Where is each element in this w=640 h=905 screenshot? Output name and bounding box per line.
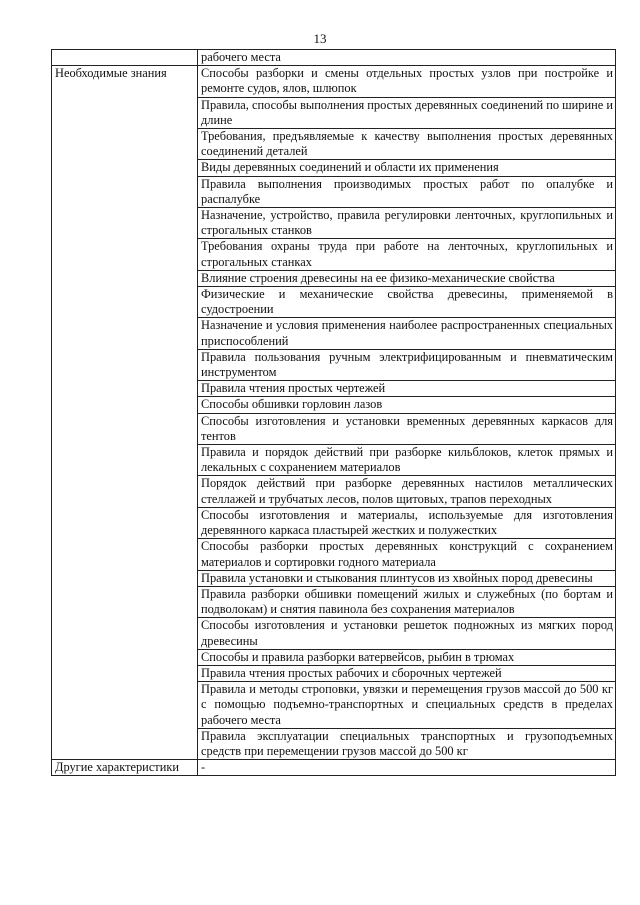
knowledge-item: Правила установки и стыкования плинтусов из хвойных пород древесины bbox=[198, 570, 616, 586]
section-label: Необходимые знания bbox=[55, 66, 167, 81]
knowledge-item: Способы и правила разборки ватервейсов, рыбин в трюмах bbox=[198, 649, 616, 665]
knowledge-item: Правила выполнения производимых простых работ по опалубке и распалубке bbox=[198, 176, 616, 207]
knowledge-item: Физические и механические свойства древесины, применяемой в судостроении bbox=[198, 287, 616, 318]
knowledge-item: Способы разборки и смены отдельных простых узлов при постройке и ремонте судов, ялов, шлюпок bbox=[198, 66, 616, 97]
knowledge-item: Правила и порядок действий при разборке кильблоков, клеток прямых и лекальных с сохранением материалов bbox=[198, 445, 616, 476]
knowledge-item: Порядок действий при разборке деревянных настилов металлических стеллажей и трубчатых лесов, полов щитовых, трапов переходных bbox=[198, 476, 616, 507]
table-row-other bbox=[52, 760, 616, 776]
knowledge-item: Правила и методы строповки, увязки и перемещения грузов массой до 500 кг с помощью подъемно-транспортных и специальных средств в пределах рабочего места bbox=[198, 682, 616, 729]
knowledge-item: Требования, предъявляемые к качеству выполнения простых деревянных соединений деталей bbox=[198, 129, 616, 160]
knowledge-item: Требования охраны труда при работе на ленточных, круглопильных и строгальных станках bbox=[198, 239, 616, 270]
knowledge-item: Правила, способы выполнения простых деревянных соединений по ширине и длине bbox=[198, 97, 616, 128]
table-row-continuation bbox=[52, 50, 616, 66]
knowledge-item: Способы обшивки горловин лазов bbox=[198, 397, 616, 413]
knowledge-item: Правила разборки обшивки помещений жилых и служебных (по бортам и подволокам) и снятия павинола без сохранения материалов bbox=[198, 586, 616, 617]
knowledge-item: Способы разборки простых деревянных конструкций с сохранением материалов и сортировки годного материала bbox=[198, 539, 616, 570]
knowledge-item: Правила пользования ручным электрифицированным и пневматическим инструментом bbox=[198, 349, 616, 380]
knowledge-item: Правила эксплуатации специальных транспортных и грузоподъемных средств при перемещении грузов массой до 500 кг bbox=[198, 728, 616, 759]
page-number: 13 bbox=[313, 31, 327, 46]
knowledge-item: Правила чтения простых чертежей bbox=[198, 381, 616, 397]
section-label-cell bbox=[52, 66, 198, 760]
empty-label-cell bbox=[52, 50, 198, 66]
other-label-cell bbox=[52, 760, 198, 776]
knowledge-table bbox=[51, 49, 616, 776]
knowledge-item: Правила чтения простых рабочих и сборочных чертежей bbox=[198, 665, 616, 681]
other-value: - bbox=[198, 760, 616, 776]
table-row bbox=[52, 66, 616, 97]
knowledge-item: Способы изготовления и установки решеток подножных из мягких пород древесины bbox=[198, 618, 616, 649]
knowledge-item: Способы изготовления и установки временных деревянных каркасов для тентов bbox=[198, 413, 616, 444]
continuation-cell: рабочего места bbox=[198, 50, 616, 66]
knowledge-item: Виды деревянных соединений и области их применения bbox=[198, 160, 616, 176]
knowledge-item: Назначение, устройство, правила регулировки ленточных, круглопильных и строгальных станков bbox=[198, 208, 616, 239]
knowledge-item: Назначение и условия применения наиболее распространенных специальных приспособлений bbox=[198, 318, 616, 349]
knowledge-item: Способы изготовления и материалы, используемые для изготовления деревянного каркаса пластырей жестких и полужестких bbox=[198, 507, 616, 538]
other-label: Другие характеристики bbox=[55, 760, 180, 775]
knowledge-item: Влияние строения древесины на ее физико-механические свойства bbox=[198, 270, 616, 286]
